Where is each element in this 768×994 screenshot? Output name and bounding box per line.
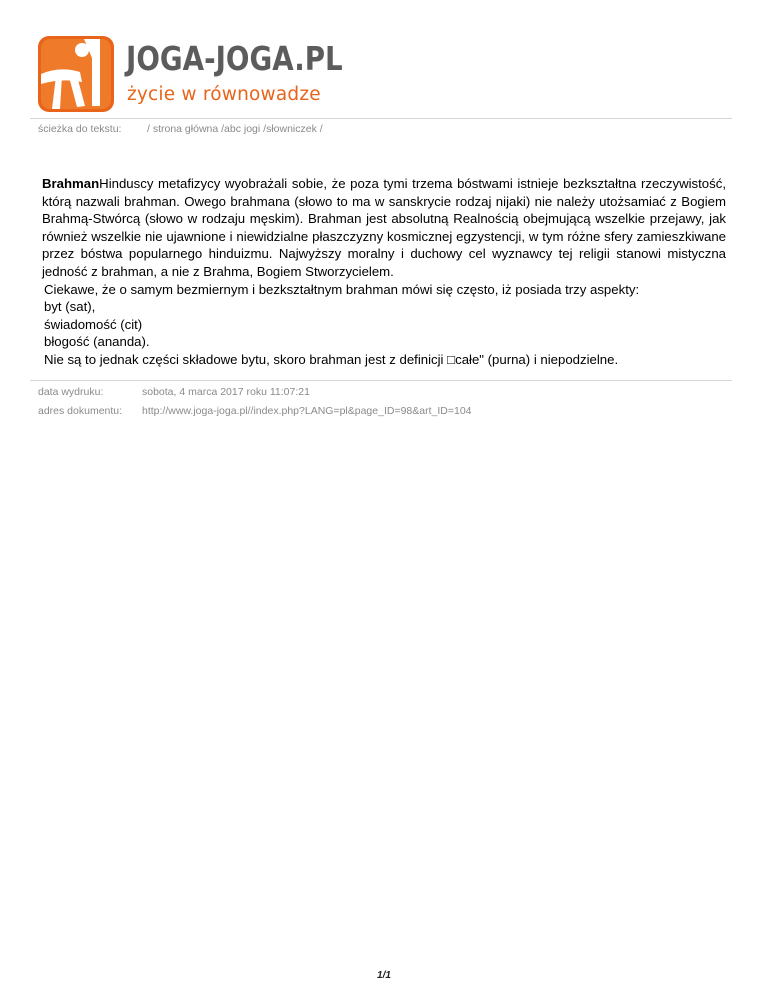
document-address-label: adres dokumentu:	[38, 405, 123, 417]
site-logo[interactable]	[38, 36, 358, 112]
article-line: świadomość (cit)	[44, 316, 143, 332]
article-line: byt (sat),	[44, 299, 96, 315]
top-divider	[30, 118, 732, 119]
document-address-link[interactable]: http://www.joga-joga.pl//index.php?LANG=pl&page_ID=98&art_ID=104	[142, 405, 472, 417]
article-intro: Hinduscy metafizycy wyobrażali sobie, że poza tymi trzema bóstwami istnieje bezkształtna rzeczywistość, którą nazwali brahman. Owego brahmana (słowo to ma w sanskrycie rodzaj nijaki) nie należy utożsamiać z Bogiem Brahmą-Stwórcą (słowo w rodzaju męskim). Brahman jest absolutną Realnością obejmującą wszelkie przejawy, jak również wszelkie nie ujawnione i niewidzialne płaszczyzny kosmicznej egzystencji, w tym różne sfery zamieszkiwane przez bóstwa popularnego hinduizmu. Najwyższy moralny i duchowy cel wyznawcy tej religii stanowi mistyczna jedność z brahman, a nie z Brahma, Bogiem Stworzycielem.	[42, 176, 726, 279]
breadcrumb-label: ścieżka do tekstu:	[38, 123, 122, 135]
article-line: Nie są to jednak części składowe bytu, skoro brahman jest z definicji □całe" (purna) i niepodzielne.	[44, 351, 619, 367]
page-number: 1/1	[377, 970, 391, 981]
article-body	[42, 175, 726, 369]
article-line: Ciekawe, że o samym bezmiernym i bezkształtnym brahman mówi się często, iż posiada trzy aspekty:	[44, 281, 640, 297]
print-date-label: data wydruku:	[38, 386, 104, 398]
site-tagline: życie w równowadze	[127, 84, 321, 105]
yoga-logo-icon	[38, 36, 114, 112]
site-title: JOGA-JOGA.PL	[126, 39, 343, 78]
print-date: sobota, 4 marca 2017 roku 11:07:21	[142, 386, 310, 398]
breadcrumb[interactable]: / strona główna /abc jogi /słowniczek /	[147, 123, 323, 135]
article-term: Brahman	[42, 176, 100, 191]
article-paragraph	[42, 175, 726, 281]
meta-divider	[30, 380, 732, 381]
article-line: błogość (ananda).	[44, 334, 150, 350]
